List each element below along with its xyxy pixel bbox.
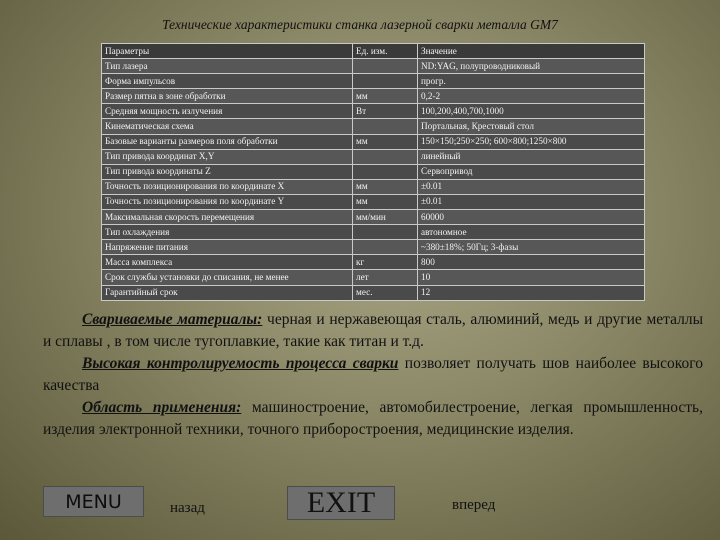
cell-unit: кг bbox=[353, 255, 418, 270]
description bbox=[43, 309, 703, 441]
cell-value: автономное bbox=[418, 225, 645, 240]
cell-unit bbox=[353, 164, 418, 179]
cell-param: Тип лазера bbox=[102, 59, 353, 74]
cell-param: Средняя мощность излучения bbox=[102, 104, 353, 119]
cell-param: Кинематическая схема bbox=[102, 119, 353, 134]
table-row bbox=[102, 179, 645, 194]
cell-value: 100,200,400,700,1000 bbox=[418, 104, 645, 119]
cell-value: 10 bbox=[418, 270, 645, 285]
table-row bbox=[102, 74, 645, 89]
table-row bbox=[102, 134, 645, 149]
exit-button[interactable]: EXIT bbox=[287, 486, 395, 520]
cell-unit: Вт bbox=[353, 104, 418, 119]
cell-value: Сервопривод bbox=[418, 164, 645, 179]
cell-unit: мм bbox=[353, 179, 418, 194]
cell-unit: мм bbox=[353, 89, 418, 104]
cell-unit bbox=[353, 240, 418, 255]
cell-unit bbox=[353, 225, 418, 240]
materials-paragraph bbox=[43, 309, 703, 353]
table-row bbox=[102, 119, 645, 134]
cell-value: 150×150;250×250; 600×800;1250×800 bbox=[418, 134, 645, 149]
header-cell-value: Значение bbox=[418, 44, 645, 59]
table-row bbox=[102, 270, 645, 285]
menu-button[interactable]: MENU bbox=[43, 486, 144, 517]
page-title: Технические характеристики станка лазерной сварки металла GM7 bbox=[162, 17, 558, 32]
cell-param: Тип охлаждения bbox=[102, 225, 353, 240]
cell-value: ±0.01 bbox=[418, 179, 645, 194]
materials-label: Свариваемые материалы: bbox=[82, 311, 263, 328]
cell-unit bbox=[353, 74, 418, 89]
table-row bbox=[102, 59, 645, 74]
cell-param: Тип привода координат X,Y bbox=[102, 149, 353, 164]
cell-value: Портальная, Крестовый стол bbox=[418, 119, 645, 134]
quality-text: позволяет получать шов наиболее высокого качества bbox=[43, 355, 703, 394]
cell-value: ~380±18%; 50Гц; 3-фазы bbox=[418, 240, 645, 255]
application-label: Область применения: bbox=[82, 399, 242, 416]
cell-param: Точность позиционирования по координате Y bbox=[102, 194, 353, 209]
table-row bbox=[102, 89, 645, 104]
cell-value: линейный bbox=[418, 149, 645, 164]
cell-unit: мм/мин bbox=[353, 210, 418, 225]
header-cell-param: Параметры bbox=[102, 44, 353, 59]
cell-value: прогр. bbox=[418, 74, 645, 89]
cell-param: Точность позиционирования по координате X bbox=[102, 179, 353, 194]
table-row bbox=[102, 255, 645, 270]
cell-unit: мес. bbox=[353, 285, 418, 300]
cell-unit bbox=[353, 59, 418, 74]
cell-unit bbox=[353, 149, 418, 164]
forward-button[interactable]: вперед bbox=[452, 496, 496, 513]
materials-text: черная и нержавеющая сталь, алюминий, медь и другие металлы и сплавы , в том числе тугоплавкие, такие как титан и т.д. bbox=[43, 311, 704, 350]
table-row bbox=[102, 194, 645, 209]
specs-table bbox=[101, 43, 645, 301]
quality-paragraph bbox=[43, 353, 703, 397]
table-header-row bbox=[102, 44, 645, 59]
cell-unit: мм bbox=[353, 194, 418, 209]
cell-param: Напряжение питания bbox=[102, 240, 353, 255]
cell-value: 800 bbox=[418, 255, 645, 270]
cell-unit: мм bbox=[353, 134, 418, 149]
table-row bbox=[102, 240, 645, 255]
cell-param: Размер пятна в зоне обработки bbox=[102, 89, 353, 104]
cell-param: Максимальная скорость перемещения bbox=[102, 210, 353, 225]
cell-param: Масса комплекса bbox=[102, 255, 353, 270]
table-row bbox=[102, 164, 645, 179]
application-text: машиностроение, автомобилестроение, легкая промышленность, изделия электронной техники, точного приборостроения, медицинские изделия. bbox=[43, 399, 703, 438]
cell-value: 12 bbox=[418, 285, 645, 300]
quality-label: Высокая контролируемость процесса сварки bbox=[82, 355, 399, 372]
table-row bbox=[102, 149, 645, 164]
header-cell-unit: Ед. изм. bbox=[353, 44, 418, 59]
cell-value: ND:YAG, полупроводниковый bbox=[418, 59, 645, 74]
cell-param: Срок службы установки до списания, не менее bbox=[102, 270, 353, 285]
back-button[interactable]: назад bbox=[170, 499, 205, 516]
table-row bbox=[102, 285, 645, 300]
cell-param: Тип привода координаты Z bbox=[102, 164, 353, 179]
table-row bbox=[102, 225, 645, 240]
cell-value: 0,2-2 bbox=[418, 89, 645, 104]
application-paragraph bbox=[43, 397, 703, 441]
cell-param: Базовые варианты размеров поля обработки bbox=[102, 134, 353, 149]
cell-value: ±0.01 bbox=[418, 194, 645, 209]
table-row bbox=[102, 104, 645, 119]
table-row bbox=[102, 210, 645, 225]
cell-param: Форма импульсов bbox=[102, 74, 353, 89]
cell-unit: лет bbox=[353, 270, 418, 285]
cell-value: 60000 bbox=[418, 210, 645, 225]
cell-param: Гарантийный срок bbox=[102, 285, 353, 300]
cell-unit bbox=[353, 119, 418, 134]
